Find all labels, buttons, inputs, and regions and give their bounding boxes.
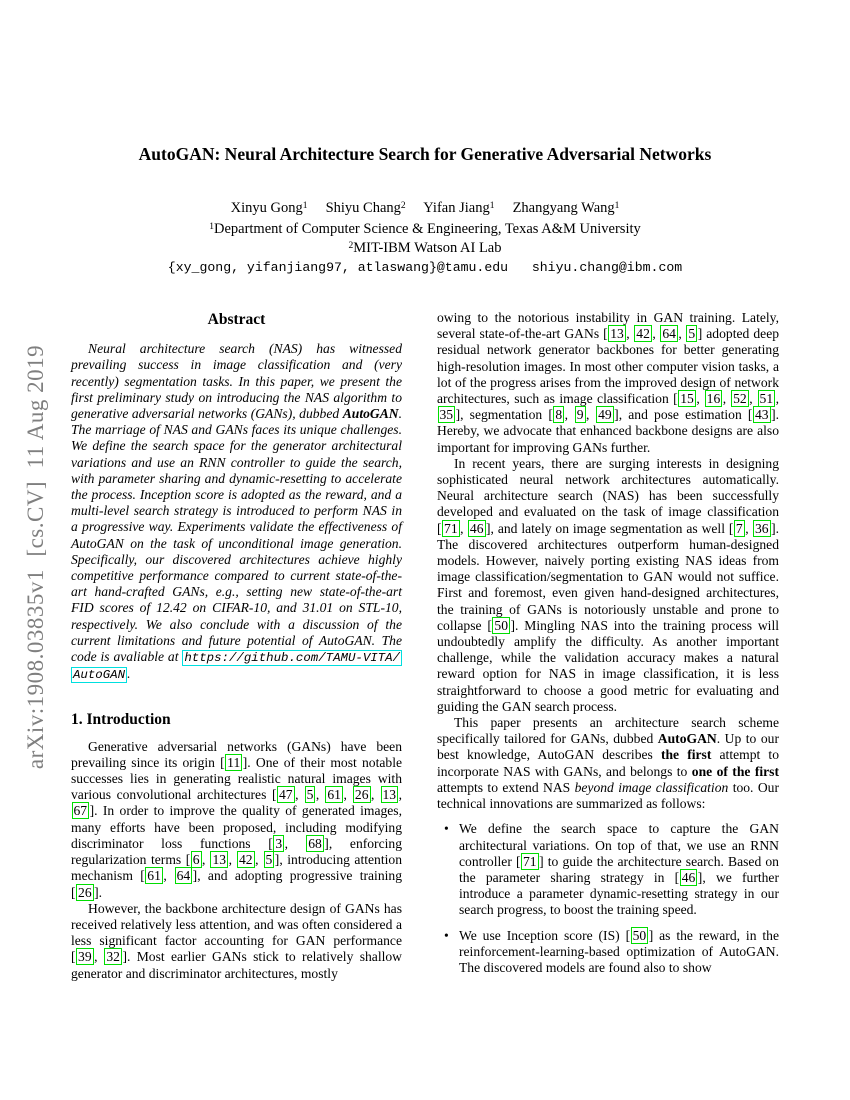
citation-link[interactable]: 64 [176, 868, 191, 884]
text-segment: , [652, 326, 660, 342]
citation-link[interactable]: 47 [278, 787, 293, 803]
text-segment: ] as the reward, in the reinforcement-learning-based optimization of AutoGAN. The discovered models are found also to show [459, 927, 779, 975]
bullet-text [459, 928, 779, 975]
citation-link[interactable]: 71 [523, 853, 537, 869]
text-segment: one of the first [691, 763, 779, 779]
text-segment: AutoGAN [342, 406, 399, 422]
text-segment: We define the search space to capture the GAN architectural variations. On top of that, we use an RNN controller [ [459, 821, 779, 869]
text-segment: , [775, 391, 780, 407]
text-segment: too. Our technical innovations are summarized as follows: [437, 779, 779, 812]
text-segment: ], introducing attention mechanism [ [71, 852, 402, 884]
citation-link[interactable]: 7 [735, 520, 743, 536]
text-segment: beyond image classification [574, 779, 729, 795]
intro-paragraph-1 [71, 739, 402, 901]
text-segment: ], and lately on image segmentation as well [ [486, 520, 734, 536]
text-segment: , [398, 787, 402, 803]
intro-paragraph-5 [437, 715, 779, 812]
text-segment: ]. Hereby, we advocate that enhanced backbone designs are also important for improving GANs further. [437, 407, 779, 455]
text-segment: 1 [489, 200, 495, 211]
citation-link[interactable]: 5 [688, 326, 696, 342]
citation-link[interactable]: 5 [306, 787, 314, 803]
text-segment: In recent years, there are surging interests in designing sophisticated neural network architectures automatically. Neural architecture search (NAS) has been successfully developed and evaluated on the task of image classification [ [437, 455, 779, 536]
text-segment: ], segmentation [ [455, 407, 553, 423]
text-segment: We use Inception score (IS) [ [459, 927, 631, 943]
text-segment: , [94, 949, 104, 965]
citation-link[interactable]: 5 [265, 852, 273, 868]
paper-title: AutoGAN: Neural Architecture Search for Generative Adversarial Networks [138, 144, 712, 164]
text-segment: ], we further introduce a parameter dynamic-resetting strategy in our search progress, to boost the training speed. [459, 869, 779, 918]
text-segment: ], and pose estimation [ [614, 407, 753, 423]
citation-link[interactable]: 13 [382, 787, 397, 803]
abstract-heading: Abstract [207, 311, 266, 328]
text-segment: AutoGAN [657, 731, 717, 747]
text-segment: , [678, 326, 686, 342]
text-segment: Generative adversarial networks (GANs) have been prevailing since its origin [ [71, 738, 402, 770]
text-segment: , [626, 326, 634, 342]
text-segment: MIT-IBM Watson AI Lab [353, 240, 502, 256]
contribution-bullet-list [437, 821, 779, 976]
text-segment [406, 200, 424, 216]
citation-link[interactable]: 46 [681, 869, 696, 885]
affiliation-1 [0, 221, 850, 238]
text-segment: ]. One of their most notable successes lies in generating realistic natural images with various convolutional architectures [ [71, 754, 402, 803]
text-segment: 2 [400, 200, 406, 211]
citation-link[interactable]: 26 [354, 787, 369, 803]
text-segment: , [255, 852, 263, 868]
citation-link[interactable]: 11 [227, 754, 241, 770]
text-segment: Neural architecture search (NAS) has witnessed prevailing success in image classification and (very recently) segmentation tasks. In this paper, we present the first preliminary study on introducing the NAS algorithm to generative adversarial networks (GANs), dubbed [71, 341, 402, 422]
text-segment: ], enforcing regularization terms [ [71, 835, 402, 868]
text-segment: , [202, 852, 210, 868]
citation-link[interactable]: 35 [439, 407, 454, 423]
url-link[interactable]: https://github.com/TAMU-VITA/AutoGAN [73, 651, 400, 683]
citation-link[interactable]: 64 [662, 326, 676, 342]
citation-link[interactable]: 61 [147, 868, 161, 884]
text-segment: . [127, 666, 131, 682]
text-segment: , [722, 391, 731, 407]
citation-link[interactable]: 50 [632, 927, 647, 943]
citation-link[interactable]: 36 [755, 520, 769, 536]
text-segment: 2 [348, 240, 354, 251]
text-segment: ], and adopting progressive training [ [71, 868, 403, 900]
text-segment: , [696, 391, 705, 407]
citation-link[interactable]: 67 [73, 803, 88, 819]
section-heading-introduction: 1. Introduction [71, 711, 171, 729]
text-segment: ] adopted deep residual network generator backbones for better generating high-resolution images. In most other computer vision tasks, a lot of the progress arises from the improved design of network architectures, such as image classification [ [437, 326, 780, 407]
intro-paragraph-4 [437, 456, 779, 715]
text-segment: ]. Mingling NAS into the training process will undoubtedly amplify the difficulty. As another important challenge, while the validation accuracy makes a natural reward option for NAS in image classification, it is less straightforward to choose a good metric for evaluating and guiding the GAN search process. [437, 617, 779, 714]
text-segment: , [564, 407, 575, 423]
text-segment: 1 [302, 200, 308, 211]
citation-link[interactable]: 13 [610, 326, 624, 342]
intro-paragraph-2 [71, 901, 402, 982]
citation-link[interactable]: 46 [469, 520, 484, 536]
text-segment: 1 [209, 221, 214, 232]
text-segment: attempt to incorporate NAS with GANs, and belongs to [437, 747, 779, 779]
citation-link[interactable]: 16 [706, 391, 721, 407]
text-segment: ]. In order to improve the quality of generated images, many efforts have been proposed, including modifying discriminator loss functions [ [71, 803, 402, 851]
right-column [437, 310, 779, 985]
arxiv-watermark: arXiv:1908.03835v1 [cs.CV] 11 Aug 2019 [23, 344, 48, 770]
citation-link[interactable]: 51 [759, 391, 774, 407]
text-segment: , [228, 852, 237, 868]
citation-link[interactable]: 42 [636, 326, 650, 342]
citation-link[interactable]: 39 [78, 949, 92, 965]
affiliation-2 [0, 240, 850, 257]
citation-link[interactable]: 26 [78, 884, 92, 900]
bullet-icon: • [444, 821, 449, 837]
bullet-icon: • [444, 927, 449, 943]
text-segment: ]. The discovered architectures outperform human-designed models. However, naively porting existing NAS ideas from image classification/segmentation to GAN would not suffice. First and foremost, even given hand-designed architectures, the training of GANs is notoriously unstable and prone to collapse [ [437, 520, 780, 633]
text-segment: Department of Computer Science & Engineering, Texas A&M University [213, 221, 641, 237]
text-segment: , [749, 391, 758, 407]
text-segment [307, 200, 325, 216]
text-segment: ]. [94, 884, 103, 900]
text-segment: , [284, 835, 306, 851]
text-segment: ] to guide the architecture search. Based on the parameter sharing strategy in [ [459, 853, 779, 885]
text-segment: , [343, 787, 353, 803]
citation-link[interactable]: 50 [494, 617, 508, 633]
abstract-paragraph [71, 341, 402, 683]
text-segment: , [745, 520, 753, 536]
citation-link[interactable]: 43 [754, 407, 769, 423]
text-segment: Shiyu Chang [325, 200, 401, 216]
bullet-item [437, 821, 779, 918]
text-segment: , [163, 868, 175, 884]
text-segment: Zhangyang Wang [512, 200, 615, 216]
text-segment: , [295, 787, 305, 803]
text-segment: However, the backbone architecture design of GANs has received relatively less attention, and was often considered a less significant factor accounting for GAN performance [ [71, 900, 402, 965]
citation-link[interactable]: 42 [238, 852, 253, 868]
authors-line [0, 200, 850, 217]
text-segment: . Up to our best knowledge, AutoGAN describes [437, 731, 779, 763]
intro-paragraph-3 [437, 310, 779, 456]
text-segment: Xinyu Gong [230, 200, 303, 216]
text-segment: the first [660, 747, 712, 763]
text-segment: 1 [614, 200, 620, 211]
bullet-text [459, 821, 779, 917]
text-segment [494, 200, 512, 216]
text-segment: , [315, 787, 325, 803]
citation-link[interactable]: 71 [444, 520, 458, 536]
text-segment: Yifan Jiang [423, 200, 490, 216]
citation-link[interactable]: 49 [598, 407, 612, 423]
citation-link[interactable]: 8 [555, 407, 563, 423]
text-segment: . The marriage of NAS and GANs faces its unique challenges. We define the search space for the generator architectural variations and use an RNN controller to guide the search, with parameter sharing and dynamic-resetting to accelerate the process. Inception score is adopted as the reward, and a multi-level search strategy is introduced to perform NAS in a progressive way. Experiments validate the effectiveness of AutoGAN on the task of unconditional image generation. Specifically, our discovered architectures achieve highly competitive performance compared to current state-of-the-art hand-crafted GANs, e.g., setting new state-of-the-art FID scores of 12.42 on CIFAR-10, and 31.01 on STL-10, respectively. We also conclude with a discussion of the current limitations and future potential of AutoGAN. The code is avaliable at [71, 406, 402, 665]
text-segment: ]. Most earlier GANs stick to relatively shallow generator and discriminator architectures, mostly [71, 949, 402, 981]
left-column [71, 312, 402, 982]
text-segment: attempts to extend NAS [437, 779, 575, 795]
text-segment: This paper presents an architecture search scheme specifically tailored for GANs, dubbed [437, 715, 779, 747]
text-segment: , [371, 787, 380, 803]
text-segment: , [586, 407, 596, 423]
bullet-item [437, 928, 779, 977]
citation-link[interactable]: 52 [733, 391, 747, 407]
text-segment: , [460, 520, 468, 536]
citation-link[interactable]: 32 [106, 949, 120, 965]
citation-link[interactable]: 13 [212, 852, 227, 868]
citation-link[interactable]: 68 [308, 835, 322, 851]
citation-link[interactable]: 15 [680, 391, 694, 407]
text-segment: owing to the notorious instability in GAN training. Lately, several state-of-the-art GANs [ [437, 310, 779, 342]
emails-line: {xy_gong, yifanjiang97, atlaswang}@tamu.edu shiyu.chang@ibm.com [167, 260, 683, 275]
citation-link[interactable]: 6 [192, 852, 200, 868]
citation-link[interactable]: 3 [275, 835, 283, 851]
citation-link[interactable]: 9 [576, 407, 584, 423]
citation-link[interactable]: 61 [327, 787, 341, 803]
